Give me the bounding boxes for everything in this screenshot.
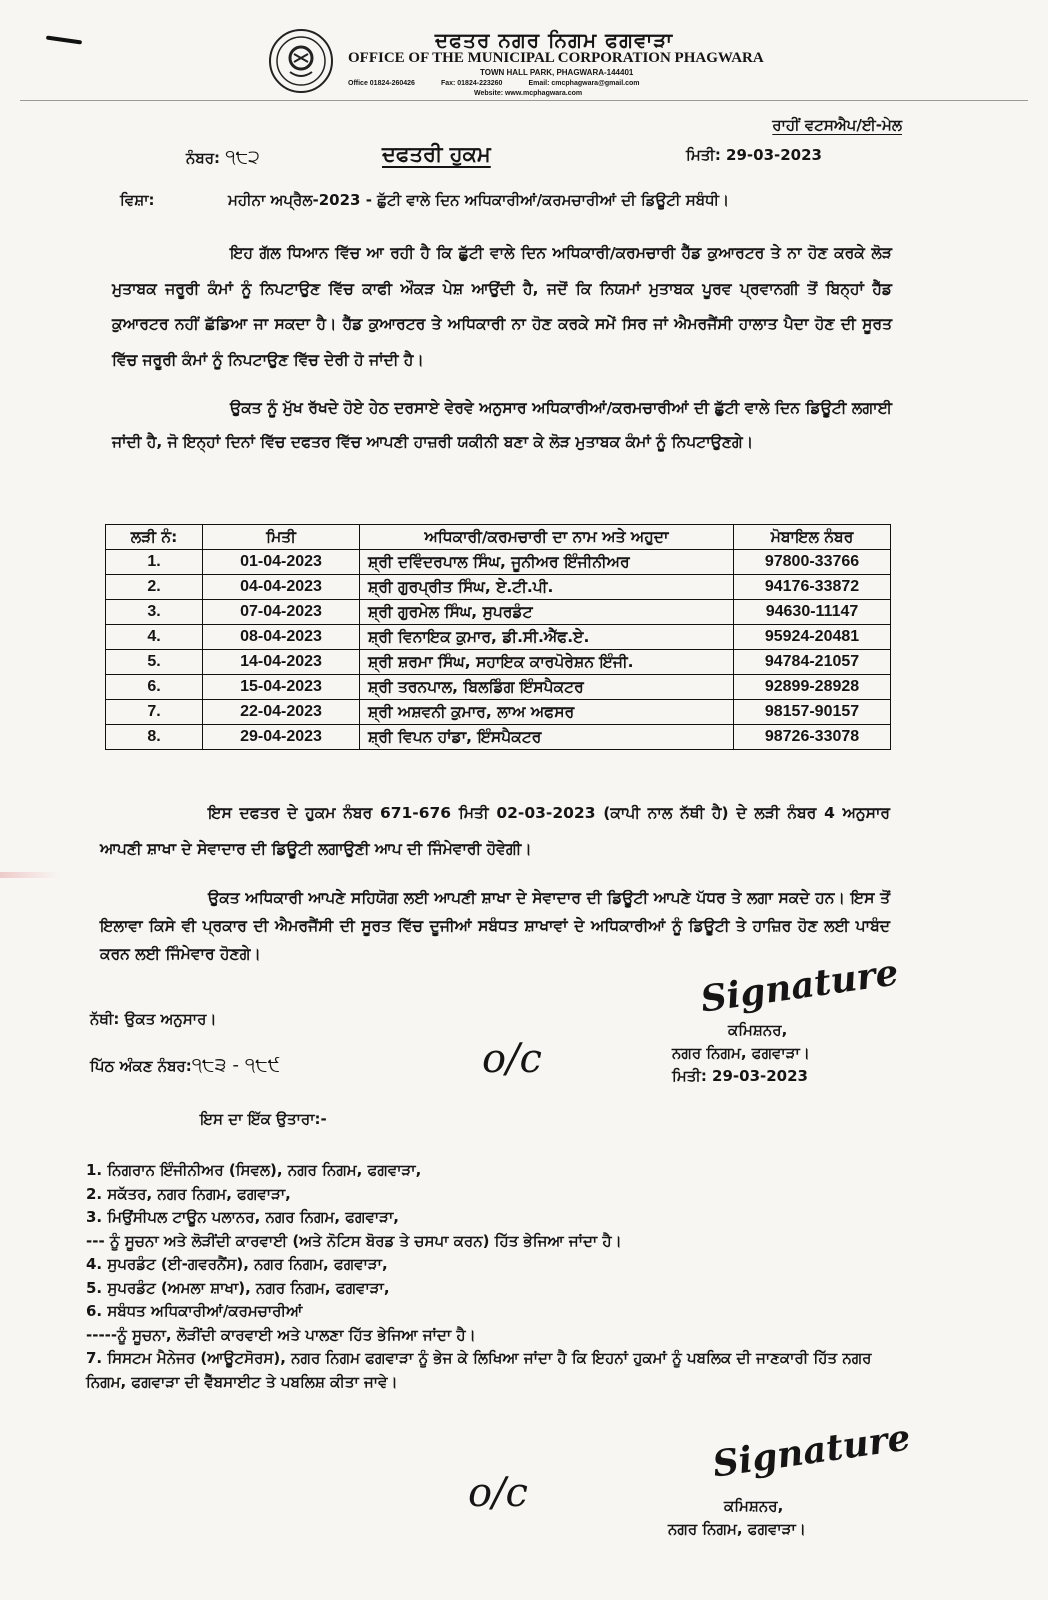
order-number: [186, 146, 260, 168]
table-row: [106, 675, 891, 700]
name-cell: ਸ਼੍ਰੀ ਤਰਨਪਾਲ, ਬਿਲਡਿੰਗ ਇੰਸਪੈਕਟਰ: [360, 675, 734, 700]
header-date: ਮਿਤੀ: [203, 525, 360, 550]
name-cell: ਸ਼੍ਰੀ ਵਿਪਨ ਹਾਂਡਾ, ਇੰਸਪੈਕਟਰ: [360, 725, 734, 750]
mobile-cell: 98157-90157: [734, 700, 891, 725]
email-address: Email: cmcphagwara@gmail.com: [528, 80, 640, 87]
mobile-cell: 97800-33766: [734, 550, 891, 575]
date-cell: 29-04-2023: [203, 725, 360, 750]
office-name-english: OFFICE OF THE MUNICIPAL CORPORATION PHAGWARA: [348, 50, 764, 66]
date-cell: 08-04-2023: [203, 625, 360, 650]
order-number-value: ੧੮੨: [225, 146, 260, 168]
body-paragraph-1: ਇਹ ਗੱਲ ਧਿਆਨ ਵਿੱਚ ਆ ਰਹੀ ਹੈ ਕਿ ਛੁੱਟੀ ਵਾਲੇ ਦਿਨ ਅਧਿਕਾਰੀ/ਕਰਮਚਾਰੀ ਹੈੱਡ ਕੁਆਰਟਰ ਤੇ ਨਾ ਹੋਣ ਕਰਕੇ ਲੋੜ ਮੁਤਾਬਕ ਜਰੂਰੀ ਕੰਮਾਂ ਨੂੰ ਨਿਪਟਾਉਣ ਵਿੱਚ ਕਾਫੀ ਔਕੜ ਪੇਸ਼ ਆਉਂਦੀ ਹੈ, ਜਦੋਂ ਕਿ ਨਿਯਮਾਂ ਮੁਤਾਬਕ ਪੂਰਵ ਪ੍ਰਵਾਨਗੀ ਤੋਂ ਬਿਨ੍ਹਾਂ ਹੈੱਡ ਕੁਆਰਟਰ ਨਹੀਂ ਛੱਡਿਆ ਜਾ ਸਕਦਾ ਹੈ। ਹੈੱਡ ਕੁਆਰਟਰ ਤੇ ਅਧਿਕਾਰੀ ਨਾ ਹੋਣ ਕਰਕੇ ਸਮੇਂ ਸਿਰ ਜਾਂ ਐਮਰਜੈਂਸੀ ਹਾਲਾਤ ਪੈਦਾ ਹੋਣ ਦੀ ਸੂਰਤ ਵਿੱਚ ਜਰੂਰੀ ਕੰਮਾਂ ਨੂੰ ਨਿਪਟਾਉਣ ਵਿੱਚ ਦੇਰੀ ਹੋ ਜਾਂਦੀ ਹੈ।: [112, 244, 892, 369]
office-phone: Office 01824-260426: [348, 80, 415, 87]
name-cell: ਸ਼੍ਰੀ ਦਵਿੰਦਰਪਾਲ ਸਿੰਘ, ਜੂਨੀਅਰ ਇੰਜੀਨੀਅਰ: [360, 550, 734, 575]
subject-text: ਮਹੀਨਾ ਅਪ੍ਰੈਲ-2023 - ਛੁੱਟੀ ਵਾਲੇ ਦਿਨ ਅਧਿਕਾਰੀਆਂ/ਕਰਮਚਾਰੀਆਂ ਦੀ ਡਿਊਟੀ ਸਬੰਧੀ।: [228, 191, 730, 209]
serial-cell: 2.: [106, 575, 203, 600]
date-cell: 14-04-2023: [203, 650, 360, 675]
list-item: 3. ਮਿਉਂਸੀਪਲ ਟਾਊਨ ਪਲਾਨਰ, ਨਗਰ ਨਿਗਮ, ਫਗਵਾੜਾ,: [86, 1208, 399, 1226]
table-row: [106, 725, 891, 750]
serial-cell: 8.: [106, 725, 203, 750]
header-divider: [20, 100, 1028, 101]
mobile-cell: 94630-11147: [734, 600, 891, 625]
fax-number: Fax: 01824-223260: [440, 80, 503, 87]
document-date: ਮਿਤੀ: 29-03-2023: [686, 146, 822, 164]
serial-cell: 6.: [106, 675, 203, 700]
table-row: [106, 700, 891, 725]
name-cell: ਸ਼੍ਰੀ ਵਿਨਾਇਕ ਕੁਮਾਰ, ਡੀ.ਸੀ.ਐੱਫ.ਏ.: [360, 625, 734, 650]
delivery-mode: ਰਾਹੀਂ ਵਟਸਐਪ/ਈ-ਮੇਲ: [772, 116, 902, 134]
mobile-cell: 94176-33872: [734, 575, 891, 600]
signature-block-2: [668, 1495, 806, 1541]
signature-date: ਮਿਤੀ: 29-03-2023: [672, 1067, 808, 1085]
document-title: ਦਫਤਰੀ ਹੁਕਮ: [382, 142, 491, 166]
signatory-designation-2: ਕਮਿਸ਼ਨਰ,: [724, 1497, 784, 1515]
commissioner-signature-2: Signature: [710, 1416, 913, 1486]
mobile-cell: 92899-28928: [734, 675, 891, 700]
date-cell: 04-04-2023: [203, 575, 360, 600]
handwritten-initials-2: o/c: [468, 1470, 528, 1516]
signatory-designation: ਕਮਿਸ਼ਨਰ,: [728, 1021, 788, 1039]
enclosure-note: ਨੱਥੀ: ਉਕਤ ਅਨੁਸਾਰ।: [90, 1010, 217, 1028]
endorsement-value: ੧੮੩ - ੧੮੯: [191, 1054, 281, 1076]
list-item: 4. ਸੁਪਰਡੰਟ (ਈ-ਗਵਰਨੈਂਸ), ਨਗਰ ਨਿਗਮ, ਫਗਵਾੜਾ,: [86, 1255, 388, 1273]
header-serial: ਲੜੀ ਨੰ:: [106, 525, 203, 550]
body-paragraph-4: ਉਕਤ ਅਧਿਕਾਰੀ ਆਪਣੇ ਸਹਿਯੋਗ ਲਈ ਆਪਣੀ ਸ਼ਾਖਾ ਦੇ ਸੇਵਾਦਾਰ ਦੀ ਡਿਊਟੀ ਆਪਣੇ ਪੱਧਰ ਤੇ ਲਗਾ ਸਕਦੇ ਹਨ। ਇਸ ਤੋਂ ਇਲਾਵਾ ਕਿਸੇ ਵੀ ਪ੍ਰਕਾਰ ਦੀ ਐਮਰਜੈਂਸੀ ਦੀ ਸੂਰਤ ਵਿੱਚ ਦੂਜੀਆਂ ਸਬੰਧਤ ਸ਼ਾਖਾਵਾਂ ਦੇ ਅਧਿਕਾਰੀਆਂ ਨੂੰ ਡਿਊਟੀ ਤੇ ਹਾਜ਼ਿਰ ਹੋਣ ਲਈ ਪਾਬੰਦ ਕਰਨ ਲਈ ਜਿੰਮੇਵਾਰ ਹੋਣਗੇ।: [100, 889, 890, 963]
table-row: [106, 625, 891, 650]
copy-heading: ਇਸ ਦਾ ਇੱਕ ਉਤਾਰਾ:-: [200, 1110, 327, 1128]
scan-stain: [0, 872, 60, 878]
body-paragraph-3: ਇਸ ਦਫਤਰ ਦੇ ਹੁਕਮ ਨੰਬਰ 671-676 ਮਿਤੀ 02-03-2023 (ਕਾਪੀ ਨਾਲ ਨੱਥੀ ਹੈ) ਦੇ ਲੜੀ ਨੰਬਰ 4 ਅਨੁਸਾਰ ਆਪਣੀ ਸ਼ਾਖਾ ਦੇ ਸੇਵਾਦਾਰ ਦੀ ਡਿਊਟੀ ਲਗਾਉਣੀ ਆਪ ਦੀ ਜਿੰਮੇਵਾਰੀ ਹੋਵੇਗੀ।: [100, 804, 890, 858]
signature-block-1: [672, 1019, 810, 1088]
table-header-row: [106, 525, 891, 550]
duty-roster-table: [105, 524, 891, 750]
website: Website: www.mcphagwara.com: [474, 90, 583, 97]
serial-cell: 3.: [106, 600, 203, 625]
name-cell: ਸ਼੍ਰੀ ਸ਼ਰਮਾ ਸਿੰਘ, ਸਹਾਇਕ ਕਾਰਪੋਰੇਸ਼ਨ ਇੰਜੀ.: [360, 650, 734, 675]
name-cell: ਸ਼੍ਰੀ ਅਸ਼ਵਨੀ ਕੁਮਾਰ, ਲਾਅ ਅਫਸਰ: [360, 700, 734, 725]
office-name-punjabi: ਦਫਤਰ ਨਗਰ ਨਿਗਮ ਫਗਵਾੜਾ: [434, 28, 674, 52]
table-row: [106, 650, 891, 675]
mobile-cell: 98726-33078: [734, 725, 891, 750]
list-item: -----ਨੂੰ ਸੂਚਨਾ, ਲੋੜੀਂਦੀ ਕਾਰਵਾਈ ਅਤੇ ਪਾਲਣਾ ਹਿੱਤ ਭੇਜਿਆ ਜਾਂਦਾ ਹੈ।: [86, 1325, 476, 1344]
serial-cell: 7.: [106, 700, 203, 725]
date-cell: 01-04-2023: [203, 550, 360, 575]
date-cell: 22-04-2023: [203, 700, 360, 725]
serial-cell: 5.: [106, 650, 203, 675]
list-item: 2. ਸਕੱਤਰ, ਨਗਰ ਨਿਗਮ, ਫਗਵਾੜਾ,: [86, 1184, 291, 1203]
list-item: 5. ਸੁਪਰਡੰਟ (ਅਮਲਾ ਸ਼ਾਖਾ), ਨਗਰ ਨਿਗਮ, ਫਗਵਾੜਾ,: [86, 1278, 390, 1297]
handwritten-initials: o/c: [482, 1036, 542, 1082]
copy-recipient-list: [86, 1159, 906, 1394]
mobile-cell: 94784-21057: [734, 650, 891, 675]
header-mobile: ਮੋਬਾਇਲ ਨੰਬਰ: [734, 525, 891, 550]
subject-label: ਵਿਸ਼ਾ:: [120, 191, 155, 209]
signatory-org-2: ਨਗਰ ਨਿਗਮ, ਫਗਵਾੜਾ।: [668, 1520, 806, 1538]
date-cell: 07-04-2023: [203, 600, 360, 625]
list-item: 1. ਨਿਗਰਾਨ ਇੰਜੀਨੀਅਰ (ਸਿਵਲ), ਨਗਰ ਨਿਗਮ, ਫਗਵਾੜਾ,: [86, 1161, 422, 1179]
commissioner-signature: Signature: [698, 951, 901, 1021]
table-row: [106, 600, 891, 625]
contact-row: [348, 80, 748, 87]
office-address: TOWN HALL PARK, PHAGWARA-144401: [480, 68, 634, 77]
name-cell: ਸ਼੍ਰੀ ਗੁਰਮੇਲ ਸਿੰਘ, ਸੁਪਰਡੰਟ: [360, 600, 734, 625]
table-row: [106, 550, 891, 575]
endorsement-label: ਪਿੱਠ ਅੰਕਣ ਨੰਬਰ:: [90, 1057, 192, 1075]
serial-cell: 4.: [106, 625, 203, 650]
mobile-cell: 95924-20481: [734, 625, 891, 650]
body-paragraph-2: ਉਕਤ ਨੂੰ ਮੁੱਖ ਰੱਖਦੇ ਹੋਏ ਹੇਠ ਦਰਸਾਏ ਵੇਰਵੇ ਅਨੁਸਾਰ ਅਧਿਕਾਰੀਆਂ/ਕਰਮਚਾਰੀਆਂ ਦੀ ਛੁੱਟੀ ਵਾਲੇ ਦਿਨ ਡਿਊਟੀ ਲਗਾਈ ਜਾਂਦੀ ਹੈ, ਜੋ ਇਨ੍ਹਾਂ ਦਿਨਾਂ ਵਿੱਚ ਦਫਤਰ ਵਿੱਚ ਆਪਣੀ ਹਾਜ਼ਰੀ ਯਕੀਨੀ ਬਣਾ ਕੇ ਲੋੜ ਮੁਤਾਬਕ ਕੰਮਾਂ ਨੂੰ ਨਿਪਟਾਉਣਗੇ।: [112, 399, 892, 451]
serial-cell: 1.: [106, 550, 203, 575]
list-item: 7. ਸਿਸਟਮ ਮੈਨੇਜਰ (ਆਊਟਸੋਰਸ), ਨਗਰ ਨਿਗਮ ਫਗਵਾੜਾ ਨੂੰ ਭੇਜ ਕੇ ਲਿਖਿਆ ਜਾਂਦਾ ਹੈ ਕਿ ਇਹਨਾਂ ਹੁਕਮਾਂ ਨੂੰ ਪਬਲਿਕ ਦੀ ਜਾਣਕਾਰੀ ਹਿੱਤ ਨਗਰ ਨਿਗਮ, ਫਗਵਾੜਾ ਦੀ ਵੈੱਬਸਾਈਟ ਤੇ ਪਬਲਿਸ਼ ਕੀਤਾ ਜਾਵੇ।: [86, 1349, 872, 1391]
endorsement-number: [90, 1054, 280, 1076]
order-number-label: ਨੰਬਰ:: [186, 149, 221, 167]
header-name-designation: ਅਧਿਕਾਰੀ/ਕਰਮਚਾਰੀ ਦਾ ਨਾਮ ਅਤੇ ਅਹੁਦਾ: [360, 525, 734, 550]
table-row: [106, 575, 891, 600]
signatory-org: ਨਗਰ ਨਿਗਮ, ਫਗਵਾੜਾ।: [672, 1044, 810, 1062]
list-item: 6. ਸਬੰਧਤ ਅਧਿਕਾਰੀਆਂ/ਕਰਮਚਾਰੀਆਂ: [86, 1302, 303, 1320]
date-cell: 15-04-2023: [203, 675, 360, 700]
name-cell: ਸ਼੍ਰੀ ਗੁਰਪ੍ਰੀਤ ਸਿੰਘ, ਏ.ਟੀ.ਪੀ.: [360, 575, 734, 600]
list-item: --- ਨੂੰ ਸੂਚਨਾ ਅਤੇ ਲੋੜੀਂਦੀ ਕਾਰਵਾਈ (ਅਤੇ ਨੋਟਿਸ ਬੋਰਡ ਤੇ ਚਸਪਾ ਕਰਨ) ਹਿੱਤ ਭੇਜਿਆ ਜਾਂਦਾ ਹੈ।: [86, 1231, 622, 1250]
